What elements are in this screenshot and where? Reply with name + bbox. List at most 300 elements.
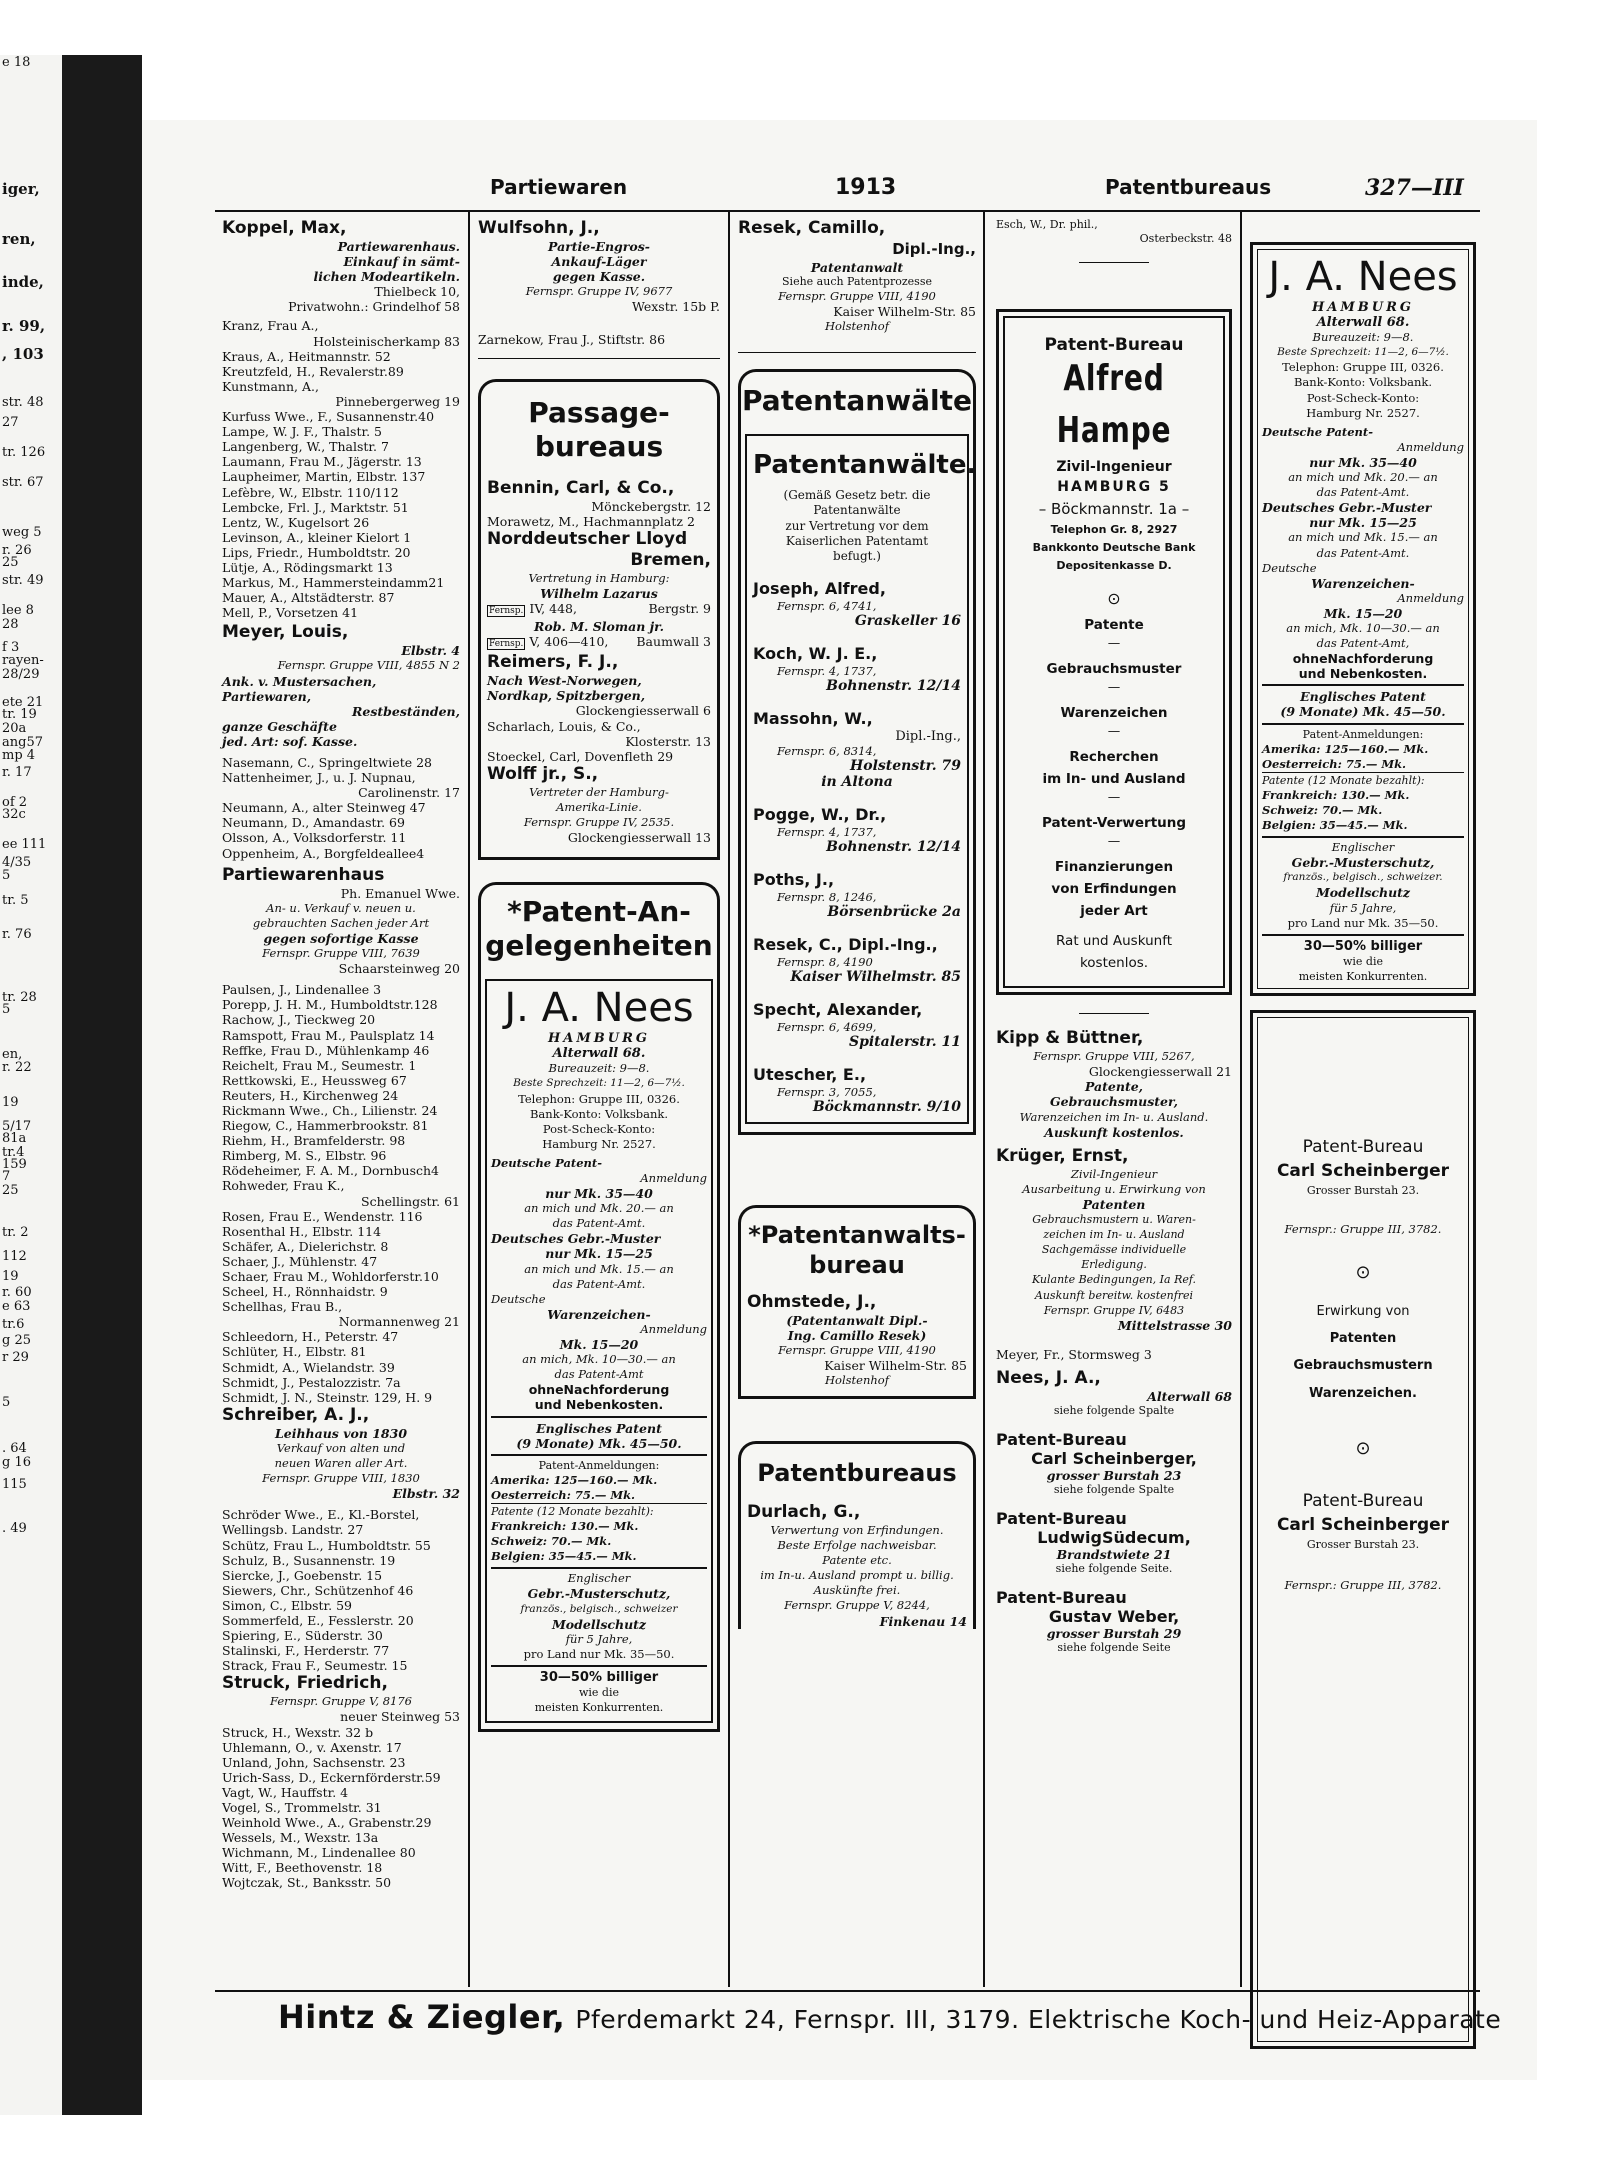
entry-line: Einkauf in sämt-	[343, 254, 460, 270]
entry-line: Nach West-Norwegen,	[487, 673, 642, 689]
entry-address: Privatwohn.: Grindelhof 58	[288, 299, 460, 315]
section-title-line: gelegenheiten	[485, 929, 713, 963]
left-page-fragment-text: tr.6	[2, 1317, 25, 1332]
entry-line: jed. Art: sof. Kasse.	[222, 733, 358, 749]
list-item: Rohweder, Frau K.,	[222, 1178, 345, 1194]
entry-address: Mönckebergstr. 12	[591, 498, 711, 514]
ad-line: an mich und Mk. 20.— an	[1288, 470, 1438, 485]
entry-phone: Fernspr. 4, 1737,	[777, 664, 877, 679]
ad-line: Bank-Konto: Volksbank.	[1293, 375, 1433, 390]
section-box	[738, 369, 976, 426]
left-page-fragment-text: str. 67	[2, 475, 44, 490]
ad-line: Warenzeichen-	[547, 1306, 651, 1322]
list-intro	[753, 488, 961, 563]
section-title-line: *Patentanwalts-	[748, 1220, 966, 1249]
list-item: Klosterstr. 13	[625, 733, 711, 749]
list-item: Vagt, W., Hauffstr. 4	[222, 1784, 349, 1800]
ad-company: J. A. Nees	[504, 985, 694, 1032]
ad-line: wie die	[1342, 954, 1383, 968]
entry-name: Patent-Bureau	[996, 1429, 1127, 1449]
list-item: Unland, John, Sachsenstr. 23	[222, 1754, 406, 1770]
ad-line: Patenten	[1329, 1331, 1397, 1347]
entry-line: Fernspr. Gruppe IV, 6483	[1043, 1303, 1185, 1317]
left-page-fragment-text: r. 22	[2, 1060, 32, 1075]
list-item: Wessels, M., Wexstr. 13a	[222, 1830, 379, 1846]
list-item: Rödeheimer, F. A. M., Dornbusch4	[222, 1163, 439, 1179]
nees-ad	[1257, 249, 1469, 989]
name-list	[222, 1507, 460, 1673]
ad-line: französ., belgisch., schweizer.	[1283, 871, 1443, 884]
entry-line: Patentanwalt	[810, 260, 904, 275]
header-left: Partiewaren	[490, 175, 628, 199]
left-page-fragment-text: inde,	[2, 273, 44, 291]
ad-line: Deutsche Patent-	[1262, 424, 1373, 439]
left-page-fragment-text: r. 17	[2, 765, 32, 780]
list-intro-line: zur Vertretung vor dem	[785, 518, 929, 533]
header-page: 327—III	[1365, 175, 1464, 201]
left-page-fragment-text: 25	[2, 1183, 19, 1198]
ad-line: nur Mk. 15—25	[545, 1246, 653, 1262]
ad-title: Patent-Bureau	[1302, 1490, 1424, 1511]
section-box	[478, 379, 720, 474]
list-item: Normannenweg 21	[338, 1314, 460, 1330]
list-item: Rettkowski, E., Heussweg 67	[222, 1072, 407, 1088]
entry-line: im In-u. Ausland prompt u. billig.	[760, 1568, 954, 1583]
ad-line: Post-Scheck-Konto:	[1306, 390, 1420, 405]
entry-line: Vertretung in Hamburg:	[528, 570, 670, 585]
entry-address: Thielbeck 10,	[374, 284, 460, 300]
list-item: Holsteinischerkamp 83	[313, 333, 460, 349]
list-item: Kranz, Frau A.,	[222, 318, 319, 334]
list-item: Lampe, W. J. F., Thalstr. 5	[222, 424, 382, 440]
ad-line: das Patent-Amt	[554, 1367, 644, 1382]
entry-address: Glockengiesserwall 13	[567, 830, 711, 846]
entry-line: Dipl.-Ing.,	[895, 729, 961, 745]
entry-name: Koppel, Max,	[222, 218, 347, 238]
entry-line: Dipl.-Ing.,	[892, 240, 976, 258]
ad-line: Gebrauchsmustern	[1293, 1358, 1433, 1374]
entry-line: Erledigung.	[1081, 1258, 1147, 1272]
ad-phone: Fernspr.: Gruppe III, 3782.	[1284, 1222, 1442, 1237]
ad-line: Frankreich: 130.— Mk.	[491, 1519, 639, 1534]
entry-address: Brandstwiete 21	[1056, 1547, 1172, 1563]
list-item: Neumann, A., alter Steinweg 47	[222, 800, 426, 816]
ad-line: Gebr.-Musterschutz,	[527, 1586, 671, 1602]
column-divider	[728, 212, 730, 1987]
list-item: Schmidt, J. N., Steinstr. 129, H. 9	[222, 1389, 433, 1405]
left-page-fragment-text: , 103	[2, 345, 44, 363]
ad-divider: —	[1107, 635, 1121, 651]
entry-name: Ohmstede, J.,	[747, 1291, 877, 1312]
ad-line: Modellschutz	[551, 1616, 647, 1632]
entry-name: Utescher, E.,	[753, 1065, 867, 1085]
list-item: Siercke, J., Goebenstr. 15	[222, 1567, 383, 1583]
ad-service: Rat und Auskunft	[1055, 933, 1173, 950]
list-item: Witt, F., Beethovenstr. 18	[222, 1860, 383, 1876]
list-item: Pinnebergerweg 19	[335, 393, 460, 409]
ad-company: J. A. Nees	[1268, 254, 1458, 300]
name-list	[222, 982, 460, 1405]
entry-line: Verkauf von alten und	[276, 1440, 406, 1455]
list-item: Scharlach, Louis, & Co.,	[487, 718, 641, 734]
ad-line: an mich und Mk. 15.— an	[524, 1261, 674, 1276]
entry-name: Schreiber, A. J.,	[222, 1404, 370, 1425]
ad-address: Alterwall 68.	[1316, 315, 1410, 331]
ad-line: 30—50% billiger	[539, 1669, 659, 1685]
entry-line: Wilhelm Lazarus	[540, 585, 658, 601]
ad-line: ohneNachforderung	[1292, 651, 1434, 667]
list-item: Langenberg, W., Thalstr. 7	[222, 439, 389, 455]
left-page-fragment-text: 5	[2, 1395, 11, 1410]
entry-address: grosser Burstah 23	[1046, 1467, 1182, 1483]
left-page-fragment-text: 4/35	[2, 855, 32, 870]
list-item: Reichelt, Frau M., Seumestr. 1	[222, 1057, 417, 1073]
left-page-fragment-text: tr. 5	[2, 893, 29, 908]
entry-name: Meyer, Louis,	[222, 622, 349, 643]
header-rule	[215, 210, 1480, 212]
ad-line: an mich und Mk. 20.— an	[524, 1201, 674, 1216]
entry-name: Poths, J.,	[753, 869, 835, 889]
column-divider	[983, 212, 985, 1987]
bureau-list	[996, 1430, 1232, 1655]
ad-line: an mich und Mk. 15.— an	[1288, 530, 1438, 545]
left-page-fragment-text: 32c	[2, 807, 26, 822]
section-box	[478, 882, 720, 973]
ad-service: Finanzierungen	[1054, 859, 1174, 876]
list-item: Lips, Friedr., Humboldtstr. 20	[222, 544, 411, 560]
left-page-fragment-text: tr. 28	[2, 990, 37, 1005]
ad-line: wie die	[578, 1686, 619, 1699]
list-item: Reffke, Frau D., Mühlenkamp 46	[222, 1042, 430, 1058]
entry-address: Bohnenstr. 12/14	[826, 838, 961, 855]
left-page-fragment-text: tr. 2	[2, 1225, 29, 1240]
list-item: Rickmann Wwe., Ch., Lilienstr. 24	[222, 1102, 438, 1118]
entry-name: Pogge, W., Dr.,	[753, 804, 887, 824]
list-title: Patentanwälte.	[753, 450, 977, 481]
page-header	[140, 175, 1480, 205]
entry-name: Patent-Bureau	[996, 1509, 1127, 1529]
ad-service: jeder Art	[1080, 903, 1148, 920]
ad-line: Amerika: 125—160.— Mk.	[491, 1472, 658, 1487]
ad-line: Post-Scheck-Konto:	[542, 1121, 656, 1136]
left-page-fragment-text: ee 111	[2, 837, 47, 852]
list-item: Simon, C., Elbstr. 59	[222, 1597, 352, 1613]
list-item: Olsson, A., Volksdorferstr. 11	[222, 830, 407, 846]
list-item: Rachow, J., Tieckweg 20	[222, 1012, 376, 1028]
list-item: Paulsen, J., Lindenallee 3	[222, 982, 382, 998]
left-page-fragment-text: 19	[2, 1269, 19, 1284]
footer-ad	[278, 1998, 1501, 2036]
entry-line: Auskünfte frei.	[813, 1583, 901, 1598]
list-intro-line: Kaiserlichen Patentamt	[785, 533, 929, 548]
ad-divider: —	[1107, 789, 1121, 805]
left-page-fragment-text: 115	[2, 1477, 27, 1492]
ad-line: HAMBURG	[1312, 300, 1414, 315]
ad-line: Anmeldung	[1397, 439, 1464, 454]
entry-line: neuen Waren aller Art.	[274, 1456, 408, 1471]
section-title-line: bureau	[809, 1250, 905, 1279]
entry-line: Rob. M. Sloman jr.	[534, 619, 664, 635]
ad-company: Carl Scheinberger	[1276, 1161, 1450, 1182]
ad-line: an mich, Mk. 10—30.— an	[522, 1352, 676, 1367]
left-page-fragment-text: 5/17	[2, 1119, 32, 1134]
nees-ad-box	[1250, 242, 1476, 996]
ad-address: Grosser Burstah 23.	[1306, 1537, 1420, 1551]
footer-company: Hintz & Ziegler,	[278, 1998, 566, 2036]
ad-line: Bureauzeit: 9—8.	[548, 1061, 650, 1076]
patentanwaelte-list	[745, 434, 977, 1123]
entry-line: Ph. Emanuel Wwe.	[340, 885, 460, 901]
left-page-fragment-text: 25	[2, 555, 19, 570]
section-title	[481, 895, 717, 963]
entry-name: Specht, Alexander,	[753, 1000, 923, 1020]
ad-line: Belgien: 35—45.— Mk.	[1262, 818, 1464, 838]
ad-line: für 5 Jahre,	[565, 1631, 633, 1646]
list-item: Rosen, Frau E., Wendenstr. 116	[222, 1208, 423, 1224]
entry-address: Bergstr. 9	[648, 600, 711, 616]
list-item: Schmidt, A., Wielandstr. 39	[222, 1359, 395, 1375]
entry-line: siehe folgende Spalte	[1053, 1483, 1175, 1497]
left-page-fragment-text: f 3	[2, 640, 20, 655]
entry-address: Wexstr. 15b P.	[632, 299, 720, 315]
ad-line: Hamburg Nr. 2527.	[542, 1136, 656, 1151]
ad-line: Modellschutz	[1315, 885, 1411, 901]
entry-line: Gebrauchsmustern u. Waren-	[1032, 1213, 1196, 1227]
section-title: Patentbureaus	[757, 1459, 957, 1487]
entry-name: Norddeutscher Lloyd	[487, 528, 688, 549]
ad-service: Patent-Verwertung	[1041, 815, 1187, 832]
list-item: Struck, H., Wexstr. 32 b	[222, 1724, 374, 1740]
ad-line: das Patent-Amt.	[552, 1216, 646, 1231]
list-item: Schellingstr. 61	[361, 1193, 460, 1209]
ad-line: Belgien: 35—45.— Mk.	[491, 1549, 707, 1569]
entry-line: zeichen im In- u. Ausland	[1043, 1228, 1185, 1242]
entry-line: Partiewaren,	[222, 688, 312, 704]
list-item: Schütz, Frau L., Humboldtstr. 55	[222, 1537, 431, 1553]
ad-service: Gebrauchsmuster	[1046, 661, 1182, 678]
ad-line: Zivil-Ingenieur	[1056, 459, 1172, 476]
left-page-fragment-text: e 63	[2, 1299, 31, 1314]
ad-line: und Nebenkosten.	[1262, 666, 1464, 686]
ad-line: nur Mk. 35—40	[545, 1186, 653, 1202]
entry-address: Schaarsteinweg 20	[338, 961, 460, 977]
left-page-fragment-text: 28	[2, 617, 19, 632]
section-title-line: Passage-	[528, 395, 670, 429]
list-item: Vogel, S., Trommelstr. 31	[222, 1800, 382, 1815]
left-page-fragment-text: tr. 126	[2, 445, 46, 460]
left-page-fragment-text: 20a	[2, 721, 27, 736]
left-page-fragment-text: 159	[2, 1157, 27, 1172]
entry-address: Glockengiesserwall 6	[575, 703, 711, 719]
list-entries	[753, 578, 961, 1116]
entry-name: Resek, Camillo,	[738, 218, 886, 238]
ad-line: (9 Monate) Mk. 45—50.	[1262, 704, 1464, 724]
list-item: Schulz, B., Susannenstr. 19	[222, 1552, 396, 1568]
ad-title: Patent-Bureau	[1302, 1137, 1424, 1158]
ad-address: – Böckmannstr. 1a –	[1038, 500, 1190, 519]
left-page-fragment-text: . 64	[2, 1441, 27, 1456]
entry-line: Ing. Camillo Resek)	[787, 1327, 927, 1343]
column-2	[478, 218, 720, 1732]
ad-line: Englischer	[1331, 840, 1395, 855]
left-page-fragment-text: str. 48	[2, 395, 44, 410]
entry-address: neuer Steinweg 53	[340, 1709, 460, 1725]
ad-line: ohneNachforderung	[528, 1382, 670, 1398]
ad-line: Deutsche	[1262, 560, 1317, 575]
list-item: Reuters, H., Kirchenweg 24	[222, 1087, 399, 1103]
list-item: Riegow, C., Hammerbrookstr. 81	[222, 1118, 429, 1134]
section-box	[738, 1205, 976, 1288]
left-page-fragment-text: r 29	[2, 1350, 29, 1365]
entry-phone: Fernspr. 8, 4190	[777, 954, 873, 969]
entry-phone: V, 406—410,	[529, 634, 609, 650]
list-item: Laupheimer, Martin, Elbstr. 137	[222, 469, 426, 485]
entry-line: Zarnekow, Frau J., Stiftstr. 86	[478, 332, 666, 348]
entry-line: Vertreter der Hamburg-	[529, 784, 669, 799]
ad-line: Englisches Patent	[536, 1420, 662, 1436]
column-4	[996, 218, 1232, 1655]
left-page-fragment-text: ren,	[2, 230, 36, 248]
section-title	[481, 396, 717, 464]
column-divider	[1240, 212, 1242, 1987]
left-page-fragment-text: rayen-	[2, 653, 44, 668]
ad-phone: Telephon: Gruppe III, 0326.	[518, 1091, 680, 1106]
left-page-fragment-text: . 49	[2, 1521, 27, 1536]
list-item: Rosenthal H., Elbstr. 114	[222, 1223, 382, 1239]
ad-line: HAMBURG 5	[1057, 479, 1171, 496]
entry-phone: Fernspr. Gruppe VIII, 4190	[778, 1342, 936, 1357]
left-page-fragment-text: g 16	[2, 1455, 31, 1470]
entry-line: Amerika-Linie.	[556, 799, 642, 814]
column-5	[1250, 218, 1476, 2049]
ad-company: Alfred Hampe	[1056, 358, 1172, 452]
left-page-fragment-text: 27	[2, 415, 19, 430]
list-item: Strack, Frau F., Seumestr. 15	[222, 1658, 408, 1674]
entry-phone: Fernspr. Gruppe VIII, 1830	[262, 1471, 420, 1486]
ad-service: von Erfindungen	[1051, 881, 1177, 898]
left-page-fragment-text: 28/29	[2, 667, 40, 682]
name-list	[222, 318, 460, 620]
ad-line: Depositenkasse D.	[1056, 559, 1172, 573]
ad-phone: Telephon Gr. 8, 2927	[1050, 523, 1178, 537]
ad-line: Beste Sprechzeit: 11—2, 6—7½.	[513, 1077, 685, 1090]
list-item: Scheel, H., Rönnhaidstr. 9	[222, 1284, 388, 1300]
entry-address: Elbstr. 4	[401, 643, 460, 659]
right-margin	[1537, 120, 1600, 2080]
list-item: Spiering, E., Süderstr. 30	[222, 1628, 383, 1644]
ad-line: Warenzeichen.	[1309, 1385, 1417, 1401]
left-page-fragment-text: r. 76	[2, 927, 32, 942]
left-page-fragment-text: tr.4	[2, 1145, 25, 1160]
list-item: Nattenheimer, J., u. J. Nupnau,	[222, 770, 416, 786]
entry-line: lichen Modeartikeln.	[313, 269, 460, 285]
entry-phone: Fernspr. Gruppe IV, 2535.	[523, 814, 675, 829]
list-intro-line: befugt.)	[833, 548, 881, 563]
left-page-fragment-text: tr. 19	[2, 707, 37, 722]
list-item: Kraus, A., Heitmannstr. 52	[222, 348, 391, 364]
left-page-fragment-text: 5	[2, 1002, 11, 1017]
entry-address: Elbstr. 32	[392, 1486, 460, 1502]
entry-phone: Fernspr. 4, 1737,	[777, 824, 877, 839]
entry-line: Warenzeichen im In- u. Ausland.	[1019, 1109, 1209, 1124]
left-page-fragment-text: lee 8	[2, 603, 34, 618]
entry-name: Bennin, Carl, & Co.,	[487, 477, 675, 498]
entry-address: Kaiser Wilhelmstr. 85	[790, 969, 961, 986]
ad-services	[1009, 591, 1219, 974]
list-item: Markus, M., Hammersteindamm21	[222, 575, 445, 591]
entry-address: Bohnenstr. 12/14	[826, 678, 961, 695]
left-page-fragment-text: r. 26	[2, 543, 32, 558]
left-page-fragment-text: of 2	[2, 795, 28, 810]
entry-line: Zivil-Ingenieur	[1070, 1166, 1158, 1181]
entry-address: Böckmannstr. 9/10	[812, 1099, 961, 1116]
entry-address: Alterwall 68	[1147, 1388, 1232, 1404]
left-page-fragment	[0, 55, 62, 2115]
entry-line: (Patentanwalt Dipl.-	[786, 1312, 928, 1328]
fernsp-label: Fernsp.	[489, 605, 524, 616]
header-right: Patentbureaus	[1105, 175, 1272, 199]
left-page-fragment-text: mp 4	[2, 748, 36, 763]
entry-address: Baumwall 3	[636, 634, 711, 650]
entry-line: Bremen,	[630, 549, 711, 570]
list-item: Mauer, A., Altstädterstr. 87	[222, 590, 395, 606]
entry-phone: Fernspr. 3, 7055,	[777, 1085, 877, 1100]
entry-phone: Fernspr. Gruppe VIII, 5267,	[1033, 1049, 1195, 1064]
entry-name: Wulfsohn, J.,	[478, 218, 600, 238]
ad-line: Erwirkung von	[1316, 1304, 1410, 1320]
list-item: Stalinski, F., Herderstr. 77	[222, 1643, 390, 1659]
ad-phone: Fernspr.: Gruppe III, 3782.	[1284, 1577, 1442, 1592]
circle-dot-icon: ⊙	[1107, 589, 1121, 609]
list-item: Oppenheim, A., Borgfeldeallee4	[222, 845, 425, 861]
ad-line: das Patent-Amt,	[1316, 636, 1410, 651]
ad-line: Oesterreich: 75.— Mk.	[491, 1488, 707, 1504]
list-item: Mell, P., Vorsetzen 41	[222, 605, 359, 621]
hampe-ad	[996, 309, 1232, 995]
ad-line: Amerika: 125—160.— Mk.	[1262, 741, 1429, 756]
entry-phone: Fernspr. 6, 8314,	[777, 744, 877, 759]
entry-line: Beste Erfolge nachweisbar.	[777, 1538, 937, 1553]
ad-line: das Patent-Amt.	[1316, 545, 1410, 560]
list-item: Siewers, Chr., Schützenhof 46	[222, 1582, 414, 1598]
entry-name: Esch, W., Dr. phil.,	[996, 218, 1098, 231]
ad-line: Englisches Patent	[1300, 689, 1426, 705]
entry-name: Patent-Bureau	[996, 1588, 1127, 1608]
column-divider	[468, 212, 470, 1987]
ad-phone: Telephon: Gruppe III, 0326.	[1282, 360, 1444, 375]
entry-line	[487, 634, 711, 652]
entry-name: Gustav Weber,	[1048, 1607, 1180, 1627]
entry-phone: Fernspr. Gruppe VIII, 4190	[778, 289, 936, 304]
section-box-body	[478, 973, 720, 1732]
entry-line: Verwertung von Erfindungen.	[770, 1523, 944, 1537]
section-title-line: bureaus	[534, 429, 664, 463]
list-item: Laumann, Frau M., Jägerstr. 13	[222, 454, 422, 470]
entry-name: Koch, W. J. E.,	[753, 644, 878, 664]
ad-line: Englischer	[567, 1571, 631, 1586]
entry-line: gegen sofortige Kasse	[263, 930, 419, 946]
list-item: Schaer, Frau M., Wohldorferstr.10	[222, 1269, 439, 1284]
ad-line: 30—50% billiger	[1303, 938, 1423, 954]
entry-line: Patenten	[1082, 1196, 1146, 1212]
ad-line: Deutsches Gebr.-Muster	[491, 1231, 661, 1247]
list-item: Lütje, A., Rödingsmarkt 13	[222, 559, 393, 575]
entry-address: Spitalerstr. 11	[848, 1034, 961, 1051]
ad-company: Carl Scheinberger	[1276, 1514, 1450, 1535]
left-page-fragment-text: 7	[2, 1169, 11, 1184]
scheinberger-ad-box	[1250, 1010, 1476, 2049]
entry-line: Patente,	[1084, 1079, 1144, 1095]
